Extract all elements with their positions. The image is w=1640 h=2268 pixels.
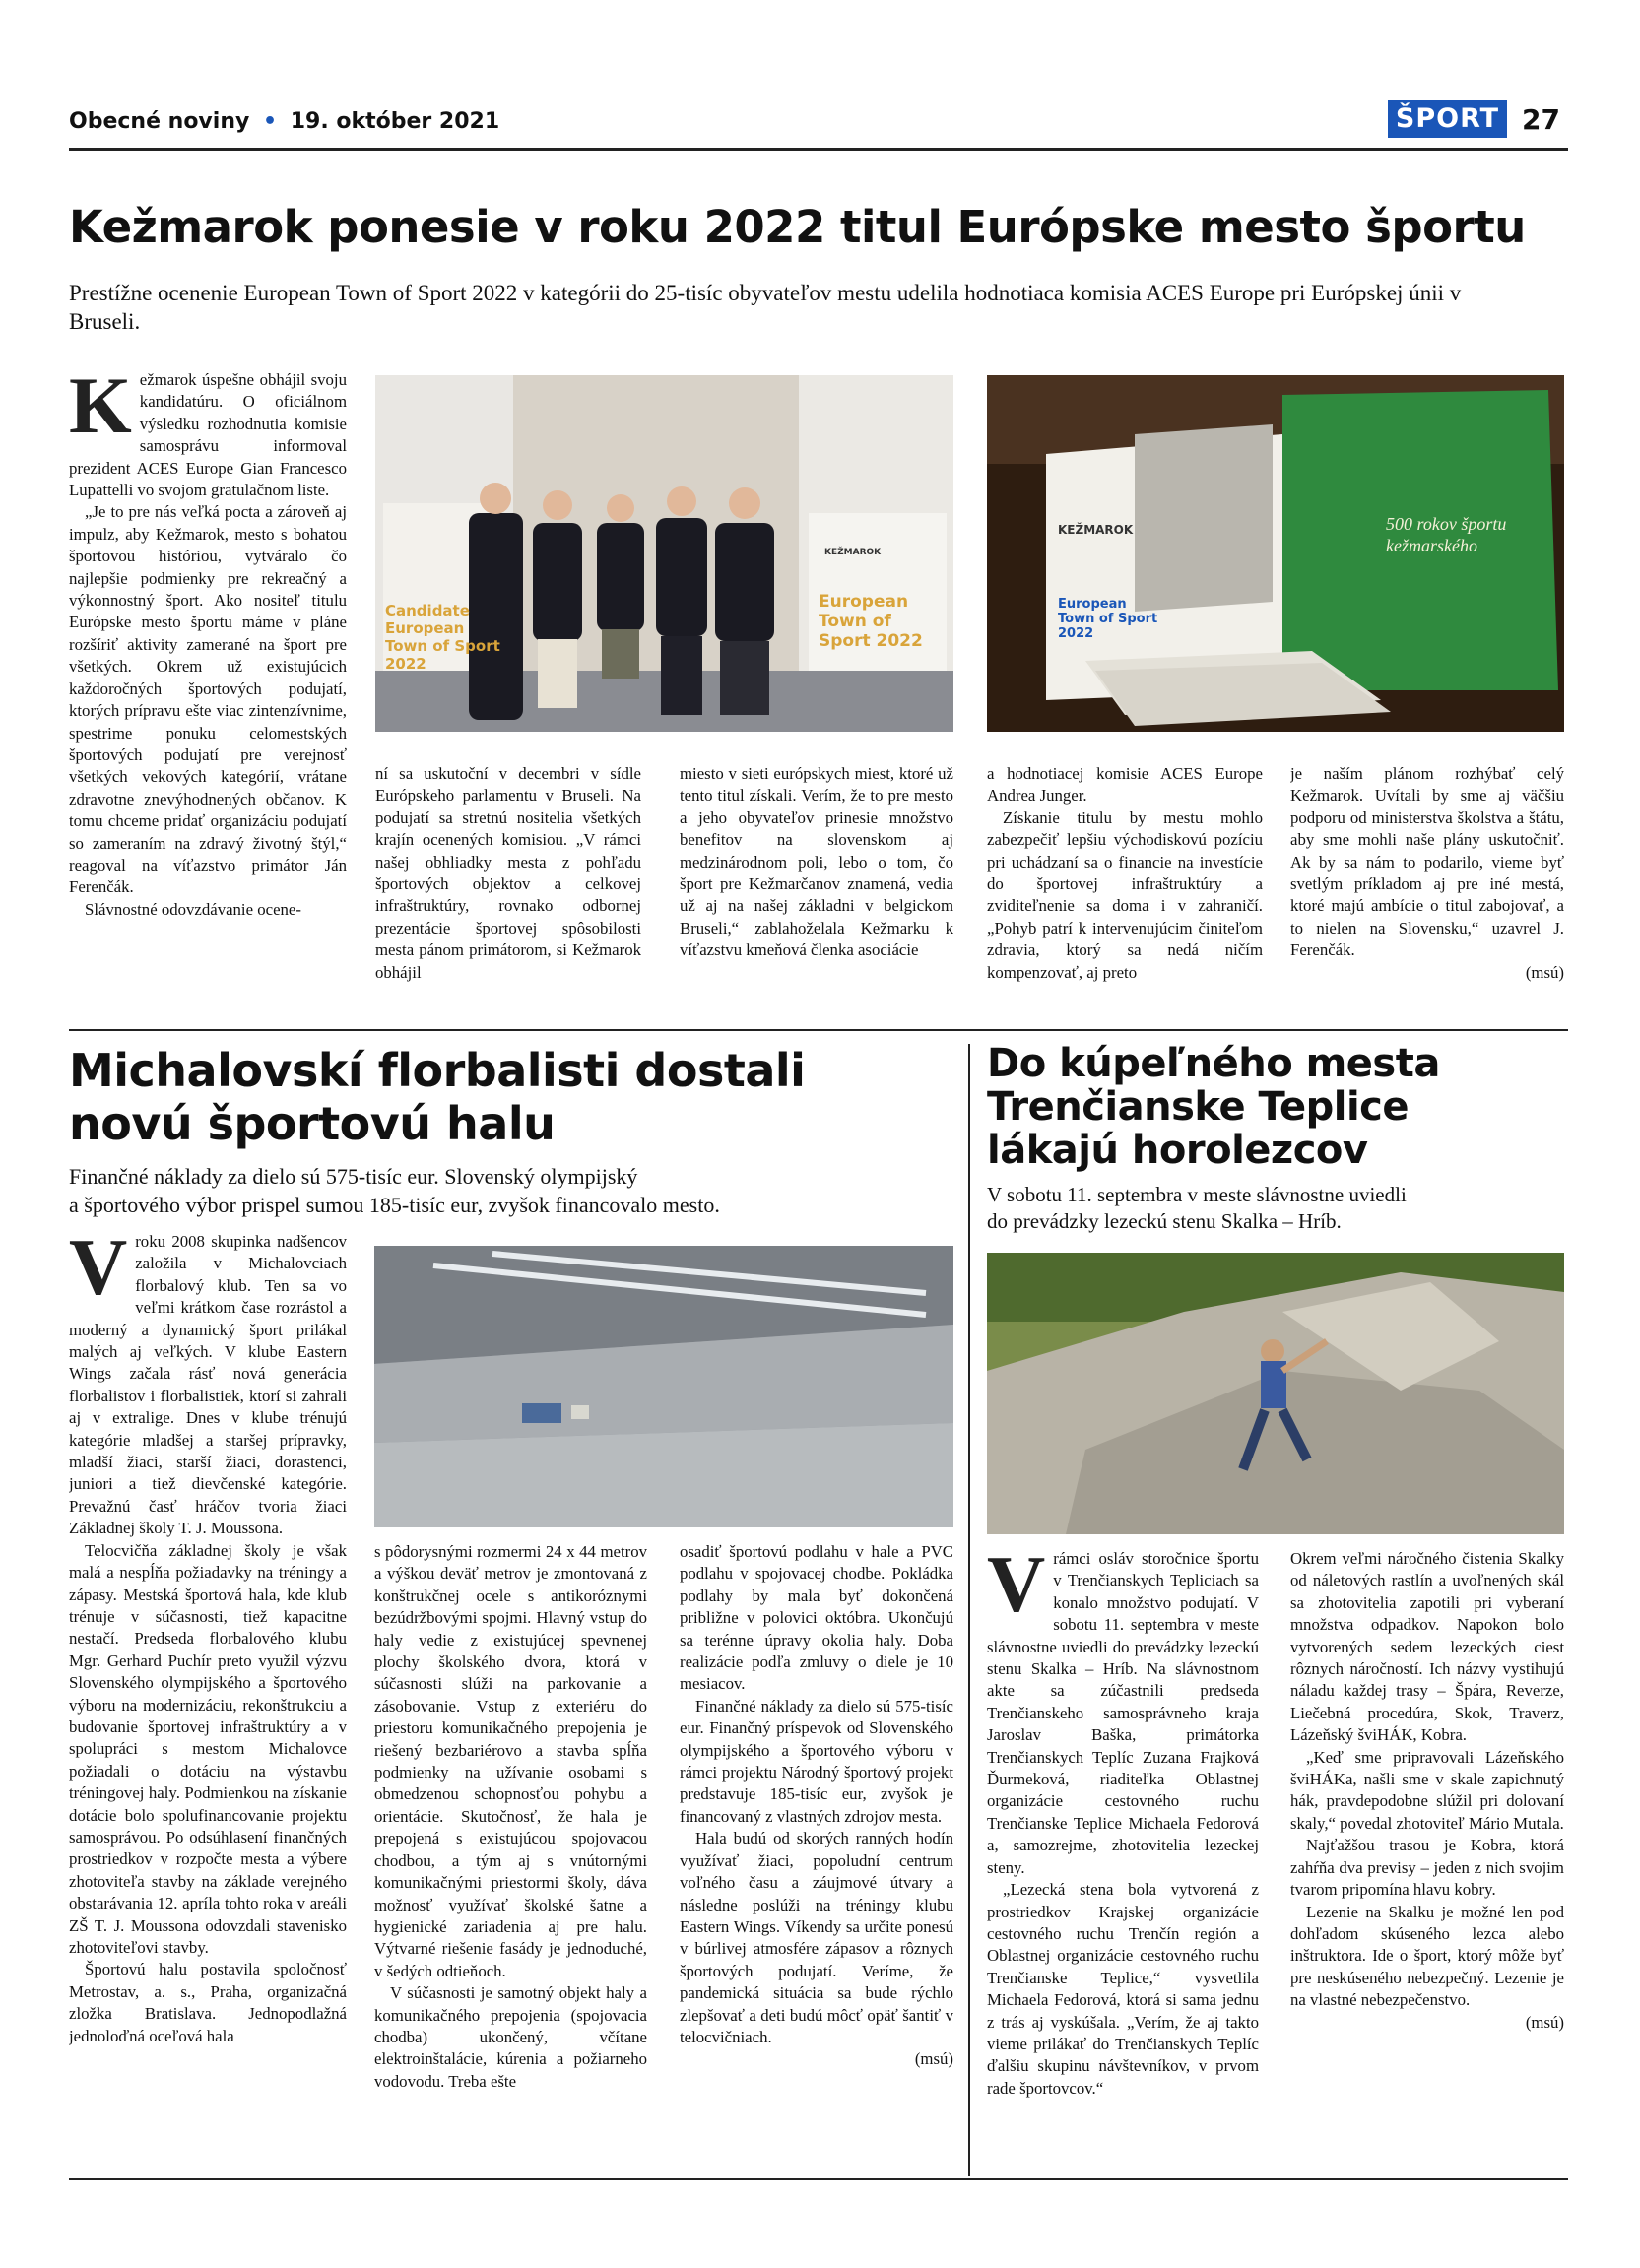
dropcap: V bbox=[987, 1548, 1046, 1629]
paragraph: Športovú halu postavila spoločnosť Metrostav, a. s., Praha, organizačná zložka Bratislava. Jednopodlažná jednoloďná oceľová hala bbox=[69, 1960, 347, 2045]
article2-column-1: Vroku 2008 skupinka nadšencov založila v Michalovciach florbalový klub. Ten sa vo veľmi krátkom čase rozrástol a moderný a dynamický šport prilákal malých aj veľkých. V klube Eastern Wings začala rásť nová generácia florbalistov i florbalistiek, ktorí si zahrali aj v extralige. Dnes v klube trénujú kategórie mladšej a staršej prípravky, mladší žiaci, starší žiaci, dorastenci, juniori a tiež dievčenské kategórie. Prevažnú časť hráčov tvoria žiaci Základnej školy T. J. Moussona. Telocvičňa základnej školy je však malá a nespĺňa požiadavky na tréningy a zápasy. Mestská športová hala, kde klub trénuje v súčasnosti, tiež kapacitne nestačí. Predseda florbalového klubu Mgr. Gerhard Puchír preto využil výzvu Slovenského olympijského a športového výboru na modernizáciu, rekonštrukciu a budovanie športovej infraštruktúry a v spolupráci s mestom Michalovce požiadali o dotáciu na výstavbu tréningovej haly. Podmienkou na získanie dotácie bolo spolufinancovanie projektu samosprávou. Po odsúhlasení finančných prostriedkov v rozpočte mesta a výbere zhotoviteľa stavby na základe verejného obstarávania 12. apríla tohto roka v areáli ZŠ T. J. Moussona odovzdali stavenisko zhotoviteľovi stavby. Športovú halu postavila spoločnosť Metrostav, a. s., Praha, organizačná zložka Bratislava. Jednopodlažná jednoloďná oceľová hala bbox=[69, 1231, 347, 2171]
signature: (msú) bbox=[1525, 2012, 1564, 2032]
article2-column-3 bbox=[680, 1541, 953, 2171]
article3-lead: V sobotu 11. septembra v meste slávnostne uviedli do prevádzky lezeckú stenu Skalka – Hríb. bbox=[987, 1183, 1407, 1233]
paragraph: Lezenie na Skalku je možné len pod dohľadom skúseného lezca alebo inštruktora. Ide o šport, ktorý môže byť pre neskúseného nebezpečný. Lezenie je na vlastné nebezpečenstvo. bbox=[1290, 1902, 1564, 2010]
issue-date: 19. október 2021 bbox=[290, 109, 500, 134]
publication-name: Obecné noviny bbox=[69, 109, 250, 134]
masthead bbox=[69, 108, 499, 136]
article1-column-1: Kežmarok úspešne obhájil svoju kandidatúru. O oficiálnom výsledku rozhodnutia komisie samosprávu informoval prezident ACES Europe Gian Francesco Lupattelli vo svojom gratulačnom liste. „Je to pre nás veľká pocta a zároveň aj impulz, aby Kežmarok, mesto s bohatou športovou históriou, vytváralo čo najlepšie podmienky pre rekreačný a výkonnostný šport. Ako nositeľ titulu Európske mesto športu máme v pláne rozšíriť aktivity zamerané na šport pre všetkých. Okrem už existujúcich každoročných športových podujatí, ktorých prípravu ešte viac zintenzívnime, spestrime ponuku celomestských športových podujatí pre verejnosť všetkých vekových kategórií, vrátane zdravotne znevýhodnených občanov. K tomu chceme pridať organizáciu podujatí so zameraním na zdravý životný štýl,“ reagoval na víťazstvo primátor Ján Ferenčák. Slávnostné odovzdávanie ocene- bbox=[69, 369, 347, 1019]
section-label: ŠPORT bbox=[1395, 103, 1500, 134]
article1-column-2 bbox=[375, 763, 641, 1019]
paragraph: Najťažšou trasou je Kobra, ktorá zahŕňa dva previsy – jeden z nich svojim tvarom pripomína hlavu kobry. bbox=[1290, 1836, 1564, 1900]
section-divider bbox=[69, 1029, 1568, 1031]
article3-title: Do kúpeľného mesta Trenčianske Teplice lákajú horolezcov bbox=[987, 1041, 1440, 1173]
section-badge bbox=[1388, 100, 1507, 138]
paragraph: Telocvičňa základnej školy je však malá a nespĺňa požiadavky na tréningy a zápasy. Mestská športová hala, kde klub trénuje v súčasnosti, tiež kapacitne nestačí. Predseda florbalového klubu Mgr. Gerhard Puchír preto využil výzvu Slovenského olympijského a športového výboru na modernizáciu, rekonštrukciu a budovanie športovej infraštruktúry a v spolupráci s mestom Michalovce požiadali o dotáciu na výstavbu tréningovej haly. Podmienkou na získanie dotácie bolo spolufinancovanie projektu samosprávou. Po odsúhlasení finančných prostriedkov v rozpočte mesta a výbere zhotoviteľa stavby na základe verejného obstarávania 12. apríla tohto roka v areáli ZŠ T. J. Moussona odovzdali stavenisko zhotoviteľovi stavby. bbox=[69, 1540, 347, 1957]
paragraph: Hala budú od skorých ranných hodín využívať žiaci, popoludní centrum voľného času a záujmové útvary a následne poslúži na tréningy klubu Eastern Wings. Víkendy sa určite ponesú v búrlivej atmosfére zápasov a rôznych športových podujatí. Veríme, že pandemická situácia sa bude rýchlo zlepšovať a deti budú môcť opäť šantiť v telocvičniach. bbox=[680, 1829, 953, 2046]
article1-lead: Prestížne ocenenie European Town of Sport 2022 v kategórii do 25-tisíc obyvateľov mestu udelila hodnotiaca komisia ACES Europe pri Európskej únii v Bruseli. bbox=[69, 281, 1462, 334]
paragraph: miesto v sieti európskych miest, ktoré už tento titul získali. Verím, že to pre mesto a jeho obyvateľov prinesie množstvo benefitov na slovenskom aj medzinárodnom poli, lebo o tom, čo šport pre Kežmarčanov znamená, vedia už aj na našej základni v belgickom Bruseli,“ zablahoželala Kežmarku k víťazstvu kmeňová členka asociácie bbox=[680, 764, 953, 960]
article2-title: Michalovskí florbalisti dostali novú športovú halu bbox=[69, 1044, 806, 1150]
dropcap: K bbox=[69, 369, 132, 450]
article2-lead: Finančné náklady za dielo sú 575-tisíc eur. Slovenský olympijský a športového výbor prispel sumou 185-tisíc eur, zvyšok financovalo mesto. bbox=[69, 1164, 720, 1217]
paragraph: s pôdorysnými rozmermi 24 x 44 metrov a výškou deväť metrov je zmontovaná z konštrukčnej ocele s antikoróznymi bezúdržbovými spojmi. Hlavný vstup do haly vedie z existujúcej spevnenej plochy školského dvora, ktorá v súčasnosti slúži na parkovanie a zásobovanie. Vstup z exteriéru do priestoru komunikačného prepojenia je riešený bezbariérovo a stavba spĺňa podmienky na užívanie osobami s obmedzenou schopnosťou pohybu a orientácie. Skutočnosť, že hala je prepojená s existujúcou spojovacou chodbou, a tým aj s vnútornými komunikačnými priestormi školy, dáva možnosť využívať školské šatne a hygienické zariadenia aj pre halu. Výtvarné riešenie fasády je jednoduché, v šedých odtieňoch. bbox=[374, 1542, 647, 1980]
book-cover-title: European Town of Sport 2022 bbox=[1058, 597, 1158, 641]
article3-column-2 bbox=[1290, 1548, 1564, 2173]
book-cover-logo: KEŽMAROK bbox=[1058, 523, 1134, 537]
article1-column-4 bbox=[987, 763, 1263, 1019]
green-book-title: 500 rokov športu kežmarského bbox=[1386, 514, 1507, 555]
article2-column-2 bbox=[374, 1541, 647, 2171]
banner-logo-text: KEŽMAROK bbox=[824, 548, 882, 557]
header-rule bbox=[69, 148, 1568, 151]
article1-title: Kežmarok ponesie v roku 2022 titul Európske mesto športu bbox=[69, 201, 1526, 253]
paragraph: ní sa uskutoční v decembri v sídle Európskeho parlamentu v Bruseli. Na podujatí sa stretnú nositelia všetkých krajín ocenených komisiou. „V rámci našej obhliadky mesta z pohľadu športových objektov a celkovej infraštruktúry, rovnako odbornej prezentácie športovej spôsobilosti mesta pánom primátorom, si Kežmarok obhájil bbox=[375, 764, 641, 982]
signature: (msú) bbox=[1525, 962, 1564, 982]
paragraph: je naším plánom rozhýbať celý Kežmarok. Uvítali by sme aj väčšiu podporu od ministerstva školstva a štátu, aby sme mohli naše plány uskutočniť. Ak by sa nám to podarilo, vieme byť svetlým príkladom aj pre iné mestá, ktoré majú ambície o titul zabojovať, a to nielen na Slovensku,“ uzavrel J. Ferenčák. bbox=[1290, 764, 1564, 960]
banner-text-european-town: European Town of Sport 2022 bbox=[819, 592, 923, 651]
page-number: 27 bbox=[1522, 103, 1560, 136]
paragraph: „Je to pre nás veľká pocta a zároveň aj impulz, aby Kežmarok, mesto s bohatou športovou históriou, vytváralo čo najlepšie podmienky pre rekreačný a výkonnostný šport. Ako nositeľ titulu Európske mesto športu máme v pláne rozšíriť aktivity zamerané na šport pre všetkých. Okrem už existujúcich každoročných športových podujatí, ktorých prípravu ešte viac zintenzívnime, spestrime ponuku celomestských športových podujatí pre verejnosť všetkých vekových kategórií, vrátane zdravotne znevýhodnených občanov. K tomu chceme pridať organizáciu podujatí so zameraním na zdravý životný štýl,“ reagoval na víťazstvo primátor Ján Ferenčák. bbox=[69, 502, 347, 897]
banner-text-candidate: Candidate European Town of Sport 2022 bbox=[385, 602, 500, 673]
paragraph: a hodnotiacej komisie ACES Europe Andrea Junger. bbox=[987, 764, 1263, 806]
paragraph: „Lezecká stena bola vytvorená z prostriedkov Krajskej organizácie cestovného ruchu Trenčín región a Oblastnej organizácie cestovného ruchu Trenčianske Teplice,“ vysvetlila Michaela Fedorová, ktorá si sama jednu z trás aj vyskúšala. „Verím, že aj takto vieme prilákať do Trenčianskych Teplíc ďalšiu skupinu návštevníkov, v prvom rade športovcov.“ bbox=[987, 1880, 1259, 2098]
paragraph: Slávnostné odovzdávanie ocene- bbox=[85, 899, 301, 919]
paragraph: „Keď sme pripravovali Lázeňského šviHÁKa, našli sme v skale zapichnutý hák, pravdepodobne slúžil pri dolovaní skaly,“ povedal zhotoviteľ Mário Mutala. bbox=[1290, 1747, 1564, 1833]
article1-column-3 bbox=[680, 763, 953, 1019]
footer-rule bbox=[69, 2178, 1568, 2180]
article3-column-1: Vrámci osláv storočnice športu v Trenčianskych Tepliciach sa konalo množstvo podujatí. V sobotu 11. septembra v meste slávnostne uviedli do prevádzky lezeckú stenu Skalka – Hríb. Na slávnostnom akte sa zúčastnili predseda Trenčianskeho samosprávneho kraja Jaroslav Baška, primátorka Trenčianskych Teplíc Zuzana Frajková Ďurmeková, riaditeľka Oblastnej organizácie cestovného ruchu Trenčianske Teplice Michaela Fedorová a, samozrejme, zhotovitelia lezeckej steny. „Lezecká stena bola vytvorená z prostriedkov Krajskej organizácie cestovného ruchu Trenčín región a Oblastnej organizácie cestovného ruchu Trenčianske Teplice,“ vysvetlila Michaela Fedorová, ktorá si sama jednu z trás aj vyskúšala. „Verím, že aj takto vieme prilákať do Trenčianskych Teplíc ďalšiu skupinu návštevníkov, v prvom rade športovcov.“ bbox=[987, 1548, 1259, 2173]
paragraph: Okrem veľmi náročného čistenia Skalky od náletových rastlín a uvoľnených skál sa zhotovitelia zapotili pri vyberaní množstva odpadkov. Napokon bolo vytvorených sedem lezeckých ciest rôznych náročností. Ich názvy vystihujú náladu každej trasy – Špára, Reverze, Liečebná procedúra, Skok, Traverz, Lázeňský šviHÁK, Kobra. bbox=[1290, 1549, 1564, 1745]
paragraph: osadiť športovú podlahu v hale a PVC podlahu v spojovacej chodbe. Pokládka podlahy by mala byť dokončená približne v polovici októbra. Ukončujú sa terénne úpravy okolia haly. Doba realizácie podľa zmluvy o diele je 10 mesiacov. bbox=[680, 1542, 953, 1694]
dropcap: V bbox=[69, 1231, 128, 1312]
paragraph: Finančné náklady za dielo sú 575-tisíc eur. Finančný príspevok od Slovenského olympijského a športového výboru v rámci projektu Národný športový projekt predstavuje 185-tisíc eur, zvyšok je financovaný z vlastných zdrojov mesta. bbox=[680, 1696, 953, 1826]
paragraph: V súčasnosti je samotný objekt haly a komunikačného prepojenia (spojovacia chodba) ukončený, včítane elektroinštalácie, kúrenia a požiarneho vodovodu. Treba ešte bbox=[374, 1983, 647, 2091]
award-ceremony-photo bbox=[375, 375, 953, 732]
paragraph: Získanie titulu by mestu mohlo zabezpečiť lepšiu východiskovú pozíciu pri uchádzaní sa o financie na investície do športovej infraštruktúry a zviditeľnenie sa doma i v zahraničí. „Pohyb patrí k intervenujúcim činiteľom zdravia, ktorý sa nedá ničím kompenzovať, aj preto bbox=[987, 808, 1263, 982]
books-photo bbox=[987, 375, 1564, 732]
separator-dot: • bbox=[263, 109, 278, 134]
climber-photo bbox=[987, 1253, 1564, 1534]
sports-hall-photo bbox=[374, 1246, 953, 1527]
signature: (msú) bbox=[914, 2049, 953, 2069]
article1-column-5 bbox=[1290, 763, 1564, 1019]
vertical-divider bbox=[968, 1044, 970, 2176]
